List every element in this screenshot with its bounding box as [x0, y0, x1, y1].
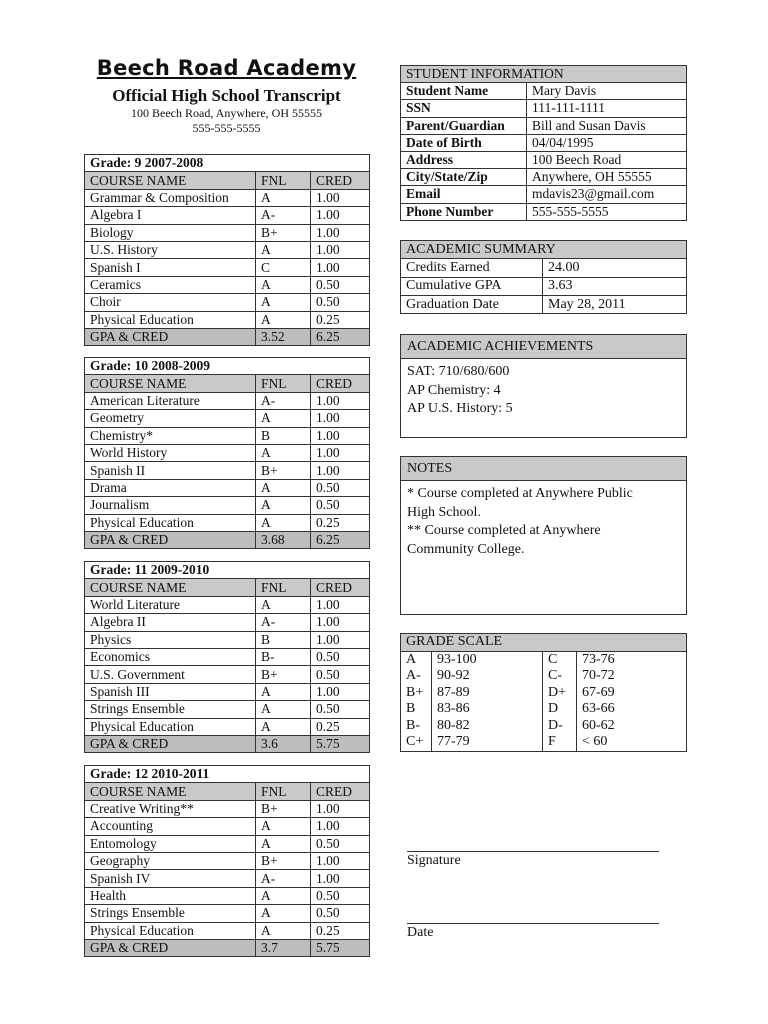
course-row: [85, 818, 370, 835]
grade-scale-letter: C+: [401, 734, 432, 751]
course-row: [85, 224, 370, 241]
grade-scale-row: [401, 668, 687, 685]
note-line: Community College.: [407, 542, 525, 558]
grade-year-header: [85, 766, 370, 783]
grade-year-header: [85, 358, 370, 375]
course-row: [85, 479, 370, 496]
course-name: Creative Writing**: [85, 800, 256, 817]
course-row: [85, 683, 370, 700]
year-credits: 5.75: [311, 735, 370, 752]
signature-line[interactable]: [407, 851, 659, 852]
summary-value: 3.63: [543, 277, 687, 295]
student-info-value: 555-555-5555: [527, 203, 687, 220]
date-label: Date: [407, 925, 434, 940]
credit: 1.00: [311, 189, 370, 206]
credit: 0.50: [311, 294, 370, 311]
course-row: [85, 294, 370, 311]
course-name: Spanish IV: [85, 870, 256, 887]
course-row: [85, 905, 370, 922]
year-credits: 6.25: [311, 328, 370, 345]
final-grade: B+: [256, 852, 311, 869]
credit: 0.50: [311, 479, 370, 496]
course-name: Grammar & Composition: [85, 189, 256, 206]
summary-label: Graduation Date: [401, 295, 543, 313]
course-row: [85, 259, 370, 276]
credit: 1.00: [311, 259, 370, 276]
course-name: Health: [85, 887, 256, 904]
final-grade: A-: [256, 392, 311, 409]
academic-summary-title: ACADEMIC SUMMARY: [401, 241, 687, 259]
final-grade-header: FNL: [256, 579, 311, 596]
course-row: [85, 631, 370, 648]
student-info-label: Parent/Guardian: [401, 117, 527, 134]
course-name: Biology: [85, 224, 256, 241]
grade-scale-letter: D+: [543, 685, 577, 702]
grade-9-table: [84, 154, 370, 346]
grade-scale-range: 77-79: [432, 734, 543, 751]
course-row: [85, 276, 370, 293]
total-label: GPA & CRED: [85, 531, 256, 548]
grade-scale-range: 67-69: [577, 685, 687, 702]
student-information-table: [400, 65, 687, 221]
document-title: Official High School Transcript: [112, 86, 341, 105]
final-grade: A: [256, 410, 311, 427]
credit: 1.00: [311, 800, 370, 817]
course-name: Algebra II: [85, 614, 256, 631]
credit: 0.50: [311, 276, 370, 293]
grade-scale-letter: A: [401, 651, 432, 668]
credit: 1.00: [311, 596, 370, 613]
credit: 1.00: [311, 614, 370, 631]
course-name: U.S. Government: [85, 666, 256, 683]
course-name: World Literature: [85, 596, 256, 613]
final-grade: A-: [256, 207, 311, 224]
grade-12-table: [84, 765, 370, 957]
final-grade: B+: [256, 666, 311, 683]
final-grade-header: FNL: [256, 172, 311, 189]
note-line: ** Course completed at Anywhere: [407, 523, 601, 539]
grade-scale-range: 80-82: [432, 718, 543, 735]
academic-achievements-body: [401, 359, 686, 423]
grade-scale-letter: B+: [401, 685, 432, 702]
student-info-value: 04/04/1995: [527, 134, 687, 151]
course-name: Spanish I: [85, 259, 256, 276]
credit: 0.50: [311, 835, 370, 852]
final-grade: A: [256, 922, 311, 939]
course-row: [85, 852, 370, 869]
course-name: Choir: [85, 294, 256, 311]
gpa-credit-total-row: [85, 735, 370, 752]
achievement-line: AP Chemistry: 4: [407, 382, 501, 398]
course-name: Physical Education: [85, 311, 256, 328]
grade-10-table: [84, 357, 370, 549]
student-info-value: 111-111-1111: [527, 100, 687, 117]
summary-value: 24.00: [543, 259, 687, 277]
student-info-label: Address: [401, 151, 527, 168]
final-grade: A: [256, 835, 311, 852]
course-name: Physical Education: [85, 922, 256, 939]
credit: 1.00: [311, 683, 370, 700]
final-grade: B-: [256, 648, 311, 665]
date-line[interactable]: [407, 923, 659, 924]
total-label: GPA & CRED: [85, 328, 256, 345]
credit: 0.50: [311, 497, 370, 514]
final-grade: A: [256, 241, 311, 258]
credit: 0.50: [311, 666, 370, 683]
academic-summary-table: [400, 240, 687, 314]
student-info-value: Anywhere, OH 55555: [527, 169, 687, 186]
course-row: [85, 189, 370, 206]
course-row: [85, 614, 370, 631]
final-grade: B+: [256, 462, 311, 479]
grade-11-table: [84, 561, 370, 753]
grade-year-label: Grade: 10 2008-2009: [85, 358, 370, 375]
course-row: [85, 444, 370, 461]
grade-scale-row: [401, 685, 687, 702]
course-row: [85, 800, 370, 817]
credit-header: CRED: [311, 579, 370, 596]
final-grade: A: [256, 887, 311, 904]
credit: 1.00: [311, 462, 370, 479]
course-name: Physical Education: [85, 514, 256, 531]
academic-summary-row: [401, 277, 687, 295]
achievement-line: AP U.S. History: 5: [407, 401, 513, 417]
student-info-label: Email: [401, 186, 527, 203]
course-name: World History: [85, 444, 256, 461]
credit: 1.00: [311, 818, 370, 835]
year-gpa: 3.6: [256, 735, 311, 752]
final-grade: C: [256, 259, 311, 276]
grade-scale-letter: F: [543, 734, 577, 751]
student-info-row: [401, 151, 687, 168]
course-row: [85, 497, 370, 514]
note-line: High School.: [407, 504, 481, 520]
course-name: Physics: [85, 631, 256, 648]
student-info-row: [401, 203, 687, 220]
credit: 1.00: [311, 224, 370, 241]
course-row: [85, 207, 370, 224]
grade-scale-range: 87-89: [432, 685, 543, 702]
credit: 0.50: [311, 648, 370, 665]
student-info-value: 100 Beech Road: [527, 151, 687, 168]
final-grade: A: [256, 479, 311, 496]
final-grade: A: [256, 514, 311, 531]
final-grade: A: [256, 683, 311, 700]
course-row: [85, 870, 370, 887]
credit: 1.00: [311, 852, 370, 869]
grade-year-label: Grade: 11 2009-2010: [85, 562, 370, 579]
student-info-row: [401, 134, 687, 151]
student-info-row: [401, 117, 687, 134]
course-name: Journalism: [85, 497, 256, 514]
grade-scale-range: < 60: [577, 734, 687, 751]
academic-achievements-title: ACADEMIC ACHIEVEMENTS: [401, 335, 686, 359]
course-name-header: COURSE NAME: [85, 579, 256, 596]
final-grade: A-: [256, 614, 311, 631]
credit-header: CRED: [311, 375, 370, 392]
credit: 0.25: [311, 514, 370, 531]
course-name: Algebra I: [85, 207, 256, 224]
course-row: [85, 666, 370, 683]
academic-summary-row: [401, 259, 687, 277]
grade-year-label: Grade: 12 2010-2011: [85, 766, 370, 783]
course-name: Accounting: [85, 818, 256, 835]
credit: 1.00: [311, 427, 370, 444]
column-header-row: [85, 375, 370, 392]
course-name: Geography: [85, 852, 256, 869]
credit: 0.25: [311, 311, 370, 328]
final-grade: A: [256, 905, 311, 922]
course-name-header: COURSE NAME: [85, 375, 256, 392]
course-name: Ceramics: [85, 276, 256, 293]
final-grade: B: [256, 631, 311, 648]
course-row: [85, 311, 370, 328]
credit: 1.00: [311, 444, 370, 461]
credit: 1.00: [311, 241, 370, 258]
grade-scale-letter: D: [543, 701, 577, 718]
credit: 1.00: [311, 870, 370, 887]
student-info-row: [401, 100, 687, 117]
column-header-row: [85, 783, 370, 800]
credit-header: CRED: [311, 783, 370, 800]
academic-summary-row: [401, 295, 687, 313]
course-row: [85, 887, 370, 904]
course-name: Spanish II: [85, 462, 256, 479]
grade-scale-row: [401, 718, 687, 735]
course-name: Physical Education: [85, 718, 256, 735]
final-grade: A: [256, 311, 311, 328]
course-row: [85, 514, 370, 531]
summary-label: Credits Earned: [401, 259, 543, 277]
course-name: American Literature: [85, 392, 256, 409]
year-credits: 5.75: [311, 939, 370, 956]
course-row: [85, 392, 370, 409]
achievement-line: SAT: 710/680/600: [407, 364, 510, 379]
final-grade: A: [256, 276, 311, 293]
student-info-value: Bill and Susan Davis: [527, 117, 687, 134]
final-grade-header: FNL: [256, 783, 311, 800]
final-grade: A: [256, 294, 311, 311]
student-information-title: STUDENT INFORMATION: [401, 66, 687, 83]
course-name: Geometry: [85, 410, 256, 427]
grade-scale-table: [400, 633, 687, 752]
credit: 1.00: [311, 631, 370, 648]
column-header-row: [85, 579, 370, 596]
course-name: Entomology: [85, 835, 256, 852]
year-credits: 6.25: [311, 531, 370, 548]
student-info-label: Date of Birth: [401, 134, 527, 151]
final-grade-header: FNL: [256, 375, 311, 392]
course-row: [85, 241, 370, 258]
school-address: 100 Beech Road, Anywhere, OH 55555: [131, 106, 322, 120]
student-info-row: [401, 186, 687, 203]
grade-scale-row: [401, 701, 687, 718]
course-name: Strings Ensemble: [85, 905, 256, 922]
grade-scale-range: 90-92: [432, 668, 543, 685]
grade-scale-letter: B: [401, 701, 432, 718]
grade-scale-range: 93-100: [432, 651, 543, 668]
grade-scale-row: [401, 651, 687, 668]
notes-title: NOTES: [401, 457, 686, 481]
summary-label: Cumulative GPA: [401, 277, 543, 295]
final-grade: B: [256, 427, 311, 444]
course-row: [85, 410, 370, 427]
year-gpa: 3.52: [256, 328, 311, 345]
course-name: U.S. History: [85, 241, 256, 258]
course-row: [85, 596, 370, 613]
credit: 0.50: [311, 905, 370, 922]
grade-year-label: Grade: 9 2007-2008: [85, 155, 370, 172]
course-row: [85, 701, 370, 718]
final-grade: B+: [256, 224, 311, 241]
grade-scale-row: [401, 734, 687, 751]
course-name: Spanish III: [85, 683, 256, 700]
student-info-value: Mary Davis: [527, 83, 687, 100]
course-row: [85, 427, 370, 444]
grade-scale-range: 63-66: [577, 701, 687, 718]
gpa-credit-total-row: [85, 939, 370, 956]
credit: 0.25: [311, 718, 370, 735]
final-grade: A: [256, 189, 311, 206]
student-info-row: [401, 83, 687, 100]
credit: 1.00: [311, 392, 370, 409]
grade-scale-range: 70-72: [577, 668, 687, 685]
course-name: Chemistry*: [85, 427, 256, 444]
credit: 1.00: [311, 207, 370, 224]
course-row: [85, 718, 370, 735]
final-grade: A: [256, 444, 311, 461]
final-grade: A: [256, 701, 311, 718]
gpa-credit-total-row: [85, 531, 370, 548]
student-info-row: [401, 169, 687, 186]
final-grade: A-: [256, 870, 311, 887]
course-name: Economics: [85, 648, 256, 665]
grade-scale-range: 60-62: [577, 718, 687, 735]
student-info-label: Phone Number: [401, 203, 527, 220]
school-phone: 555-555-5555: [192, 121, 261, 135]
final-grade: B+: [256, 800, 311, 817]
column-header-row: [85, 172, 370, 189]
credit: 0.50: [311, 701, 370, 718]
course-name: Strings Ensemble: [85, 701, 256, 718]
notes-box: [400, 456, 687, 615]
course-row: [85, 835, 370, 852]
grade-scale-letter: B-: [401, 718, 432, 735]
course-name-header: COURSE NAME: [85, 172, 256, 189]
course-row: [85, 922, 370, 939]
summary-value: May 28, 2011: [543, 295, 687, 313]
year-gpa: 3.68: [256, 531, 311, 548]
signature-label: Signature: [407, 853, 461, 868]
course-row: [85, 648, 370, 665]
year-gpa: 3.7: [256, 939, 311, 956]
total-label: GPA & CRED: [85, 735, 256, 752]
final-grade: A: [256, 596, 311, 613]
grade-year-header: [85, 562, 370, 579]
academic-achievements-box: [400, 334, 687, 438]
final-grade: A: [256, 497, 311, 514]
total-label: GPA & CRED: [85, 939, 256, 956]
credit: 1.00: [311, 410, 370, 427]
student-info-label: SSN: [401, 100, 527, 117]
course-name-header: COURSE NAME: [85, 783, 256, 800]
student-info-label: City/State/Zip: [401, 169, 527, 186]
final-grade: A: [256, 718, 311, 735]
gpa-credit-total-row: [85, 328, 370, 345]
grade-scale-title: GRADE SCALE: [401, 634, 687, 652]
course-name: Drama: [85, 479, 256, 496]
grade-scale-letter: D-: [543, 718, 577, 735]
student-info-value: mdavis23@gmail.com: [527, 186, 687, 203]
course-row: [85, 462, 370, 479]
grade-scale-letter: C-: [543, 668, 577, 685]
student-info-label: Student Name: [401, 83, 527, 100]
school-name: Beech Road Academy: [96, 56, 357, 80]
grade-scale-range: 83-86: [432, 701, 543, 718]
grade-scale-range: 73-76: [577, 651, 687, 668]
grade-year-header: [85, 155, 370, 172]
credit-header: CRED: [311, 172, 370, 189]
credit: 0.50: [311, 887, 370, 904]
credit: 0.25: [311, 922, 370, 939]
final-grade: A: [256, 818, 311, 835]
notes-body: [401, 481, 686, 564]
note-line: * Course completed at Anywhere Public: [407, 486, 633, 501]
grade-scale-letter: A-: [401, 668, 432, 685]
grade-scale-letter: C: [543, 651, 577, 668]
